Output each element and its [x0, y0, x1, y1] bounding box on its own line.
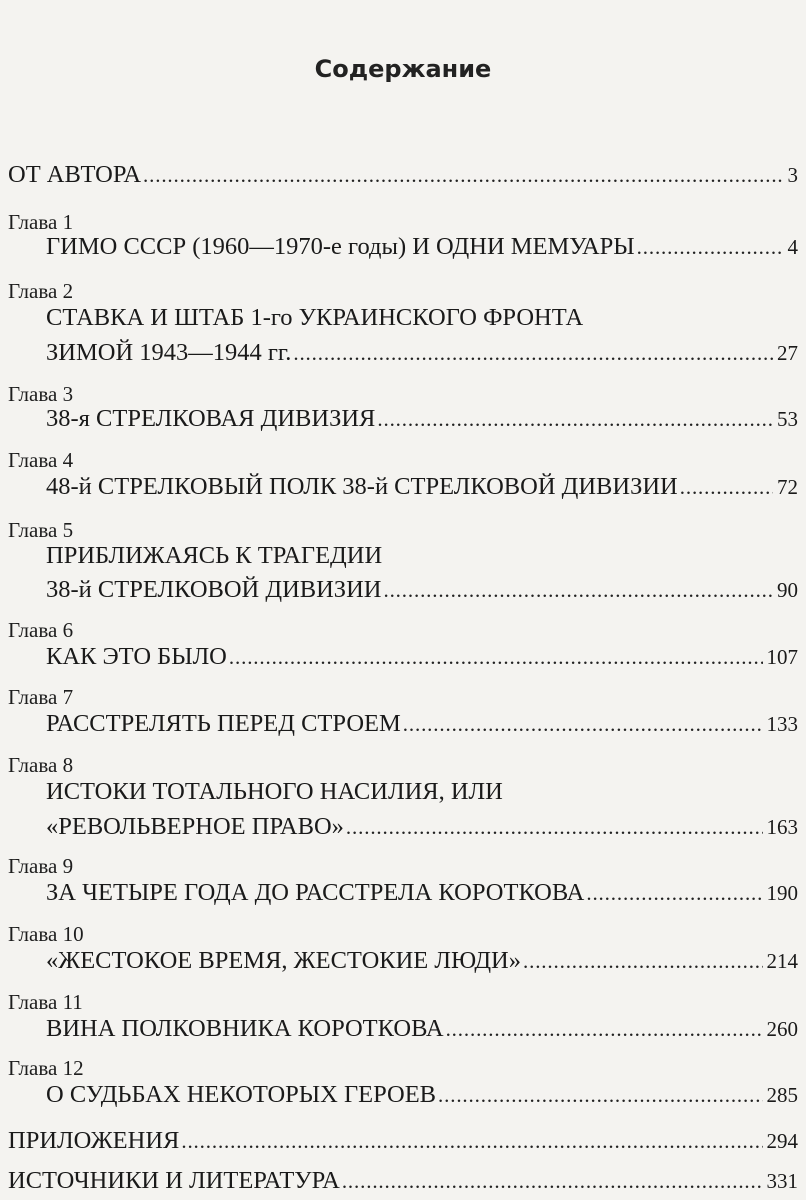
toc-entry-title: 38-й СТРЕЛКОВОЙ ДИВИЗИИ — [46, 576, 382, 603]
toc-entry-chapter-10 — [46, 944, 798, 978]
leader-dots — [446, 1012, 763, 1046]
page-title: Содержание — [314, 55, 492, 83]
toc-entry-title-line: ИСТОКИ ТОТАЛЬНОГО НАСИЛИЯ, ИЛИ — [46, 778, 503, 805]
toc-entry-chapter-9 — [46, 876, 798, 910]
chapter-label: Глава 5 — [8, 518, 74, 542]
chapter-label: Глава 3 — [8, 382, 74, 406]
leader-dots — [438, 1078, 762, 1112]
leader-dots — [586, 876, 762, 910]
toc-page-number: 331 — [766, 1169, 798, 1193]
toc-page-number: 27 — [777, 341, 798, 365]
toc-entry-chapter-2 — [46, 336, 798, 370]
chapter-label: Глава 8 — [8, 753, 74, 777]
leader-dots — [342, 1164, 763, 1198]
toc-entry-chapter-7 — [46, 707, 798, 741]
toc-entry-title: «РЕВОЛЬВЕРНОЕ ПРАВО» — [46, 813, 344, 840]
toc-entry-title: ЗИМОЙ 1943—1944 гг. — [46, 339, 292, 366]
toc-entry-chapter-12 — [46, 1078, 798, 1112]
toc-entry-chapter-8 — [46, 810, 798, 844]
toc-page-number: 260 — [766, 1017, 798, 1041]
toc-entry-title: 48-й СТРЕЛКОВЫЙ ПОЛК 38-й СТРЕЛКОВОЙ ДИВИЗИИ — [46, 473, 678, 500]
toc-entry-title: ВИНА ПОЛКОВНИКА КОРОТКОВА — [46, 1015, 444, 1042]
toc-page-number: 294 — [766, 1129, 798, 1153]
leader-dots — [637, 230, 784, 264]
leader-dots — [181, 1124, 762, 1158]
toc-page-number: 163 — [766, 815, 798, 839]
toc-entry-chapter-1 — [46, 230, 798, 264]
chapter-label: Глава 12 — [8, 1056, 84, 1080]
toc-page-number: 90 — [777, 578, 798, 602]
chapter-label: Глава 9 — [8, 854, 74, 878]
leader-dots — [293, 336, 773, 370]
leader-dots — [680, 470, 773, 504]
chapter-label: Глава 11 — [8, 990, 83, 1014]
toc-entry-title: 38-я СТРЕЛКОВАЯ ДИВИЗИЯ — [46, 405, 376, 432]
toc-entry-title-line: ПРИБЛИЖАЯСЬ К ТРАГЕДИИ — [46, 542, 383, 569]
toc-entry-title: ПРИЛОЖЕНИЯ — [8, 1127, 180, 1154]
toc-entry-chapter-11 — [46, 1012, 798, 1046]
toc-page-number: 72 — [777, 475, 798, 499]
toc-entry-appendices — [8, 1124, 798, 1158]
toc-page-number: 4 — [787, 235, 798, 259]
toc-page-number: 285 — [766, 1083, 798, 1107]
leader-dots — [143, 158, 783, 192]
leader-dots — [383, 573, 773, 607]
toc-entry-chapter-5 — [46, 573, 798, 607]
toc-entry-title: ОТ АВТОРА — [8, 161, 142, 188]
chapter-label: Глава 6 — [8, 618, 74, 642]
toc-entry-title: РАССТРЕЛЯТЬ ПЕРЕД СТРОЕМ — [46, 710, 401, 737]
toc-page-number: 3 — [787, 163, 798, 187]
toc-entry-title: ЗА ЧЕТЫРЕ ГОДА ДО РАССТРЕЛА КОРОТКОВА — [46, 879, 585, 906]
chapter-label: Глава 2 — [8, 279, 74, 303]
chapter-label: Глава 7 — [8, 685, 74, 709]
leader-dots — [346, 810, 763, 844]
toc-page-number: 190 — [766, 881, 798, 905]
leader-dots — [403, 707, 763, 741]
leader-dots — [377, 402, 773, 436]
toc-entry-title: О СУДЬБАХ НЕКОТОРЫХ ГЕРОЕВ — [46, 1081, 437, 1108]
toc-page-number: 133 — [766, 712, 798, 736]
chapter-label: Глава 10 — [8, 922, 84, 946]
toc-page-number: 214 — [766, 949, 798, 973]
toc-entry-title-line: СТАВКА И ШТАБ 1-го УКРАИНСКОГО ФРОНТА — [46, 304, 584, 331]
leader-dots — [229, 640, 763, 674]
toc-entry-title: ГИМО СССР (1960—1970-е годы) И ОДНИ МЕМУАРЫ — [46, 233, 635, 260]
toc-entry-chapter-4 — [46, 470, 798, 504]
toc-entry-chapter-3 — [46, 402, 798, 436]
toc-entry-chapter-6 — [46, 640, 798, 674]
toc-page-number: 107 — [766, 645, 798, 669]
toc-entry-title: КАК ЭТО БЫЛО — [46, 643, 227, 670]
toc-page-number: 53 — [777, 407, 798, 431]
toc-entry-title: «ЖЕСТОКОЕ ВРЕМЯ, ЖЕСТОКИЕ ЛЮДИ» — [46, 947, 521, 974]
toc-entry-from-author — [8, 158, 798, 192]
leader-dots — [523, 944, 763, 978]
chapter-label: Глава 4 — [8, 448, 74, 472]
toc-entry-sources — [8, 1164, 798, 1198]
toc-entry-title: ИСТОЧНИКИ И ЛИТЕРАТУРА — [8, 1167, 340, 1194]
chapter-label: Глава 1 — [8, 210, 74, 234]
